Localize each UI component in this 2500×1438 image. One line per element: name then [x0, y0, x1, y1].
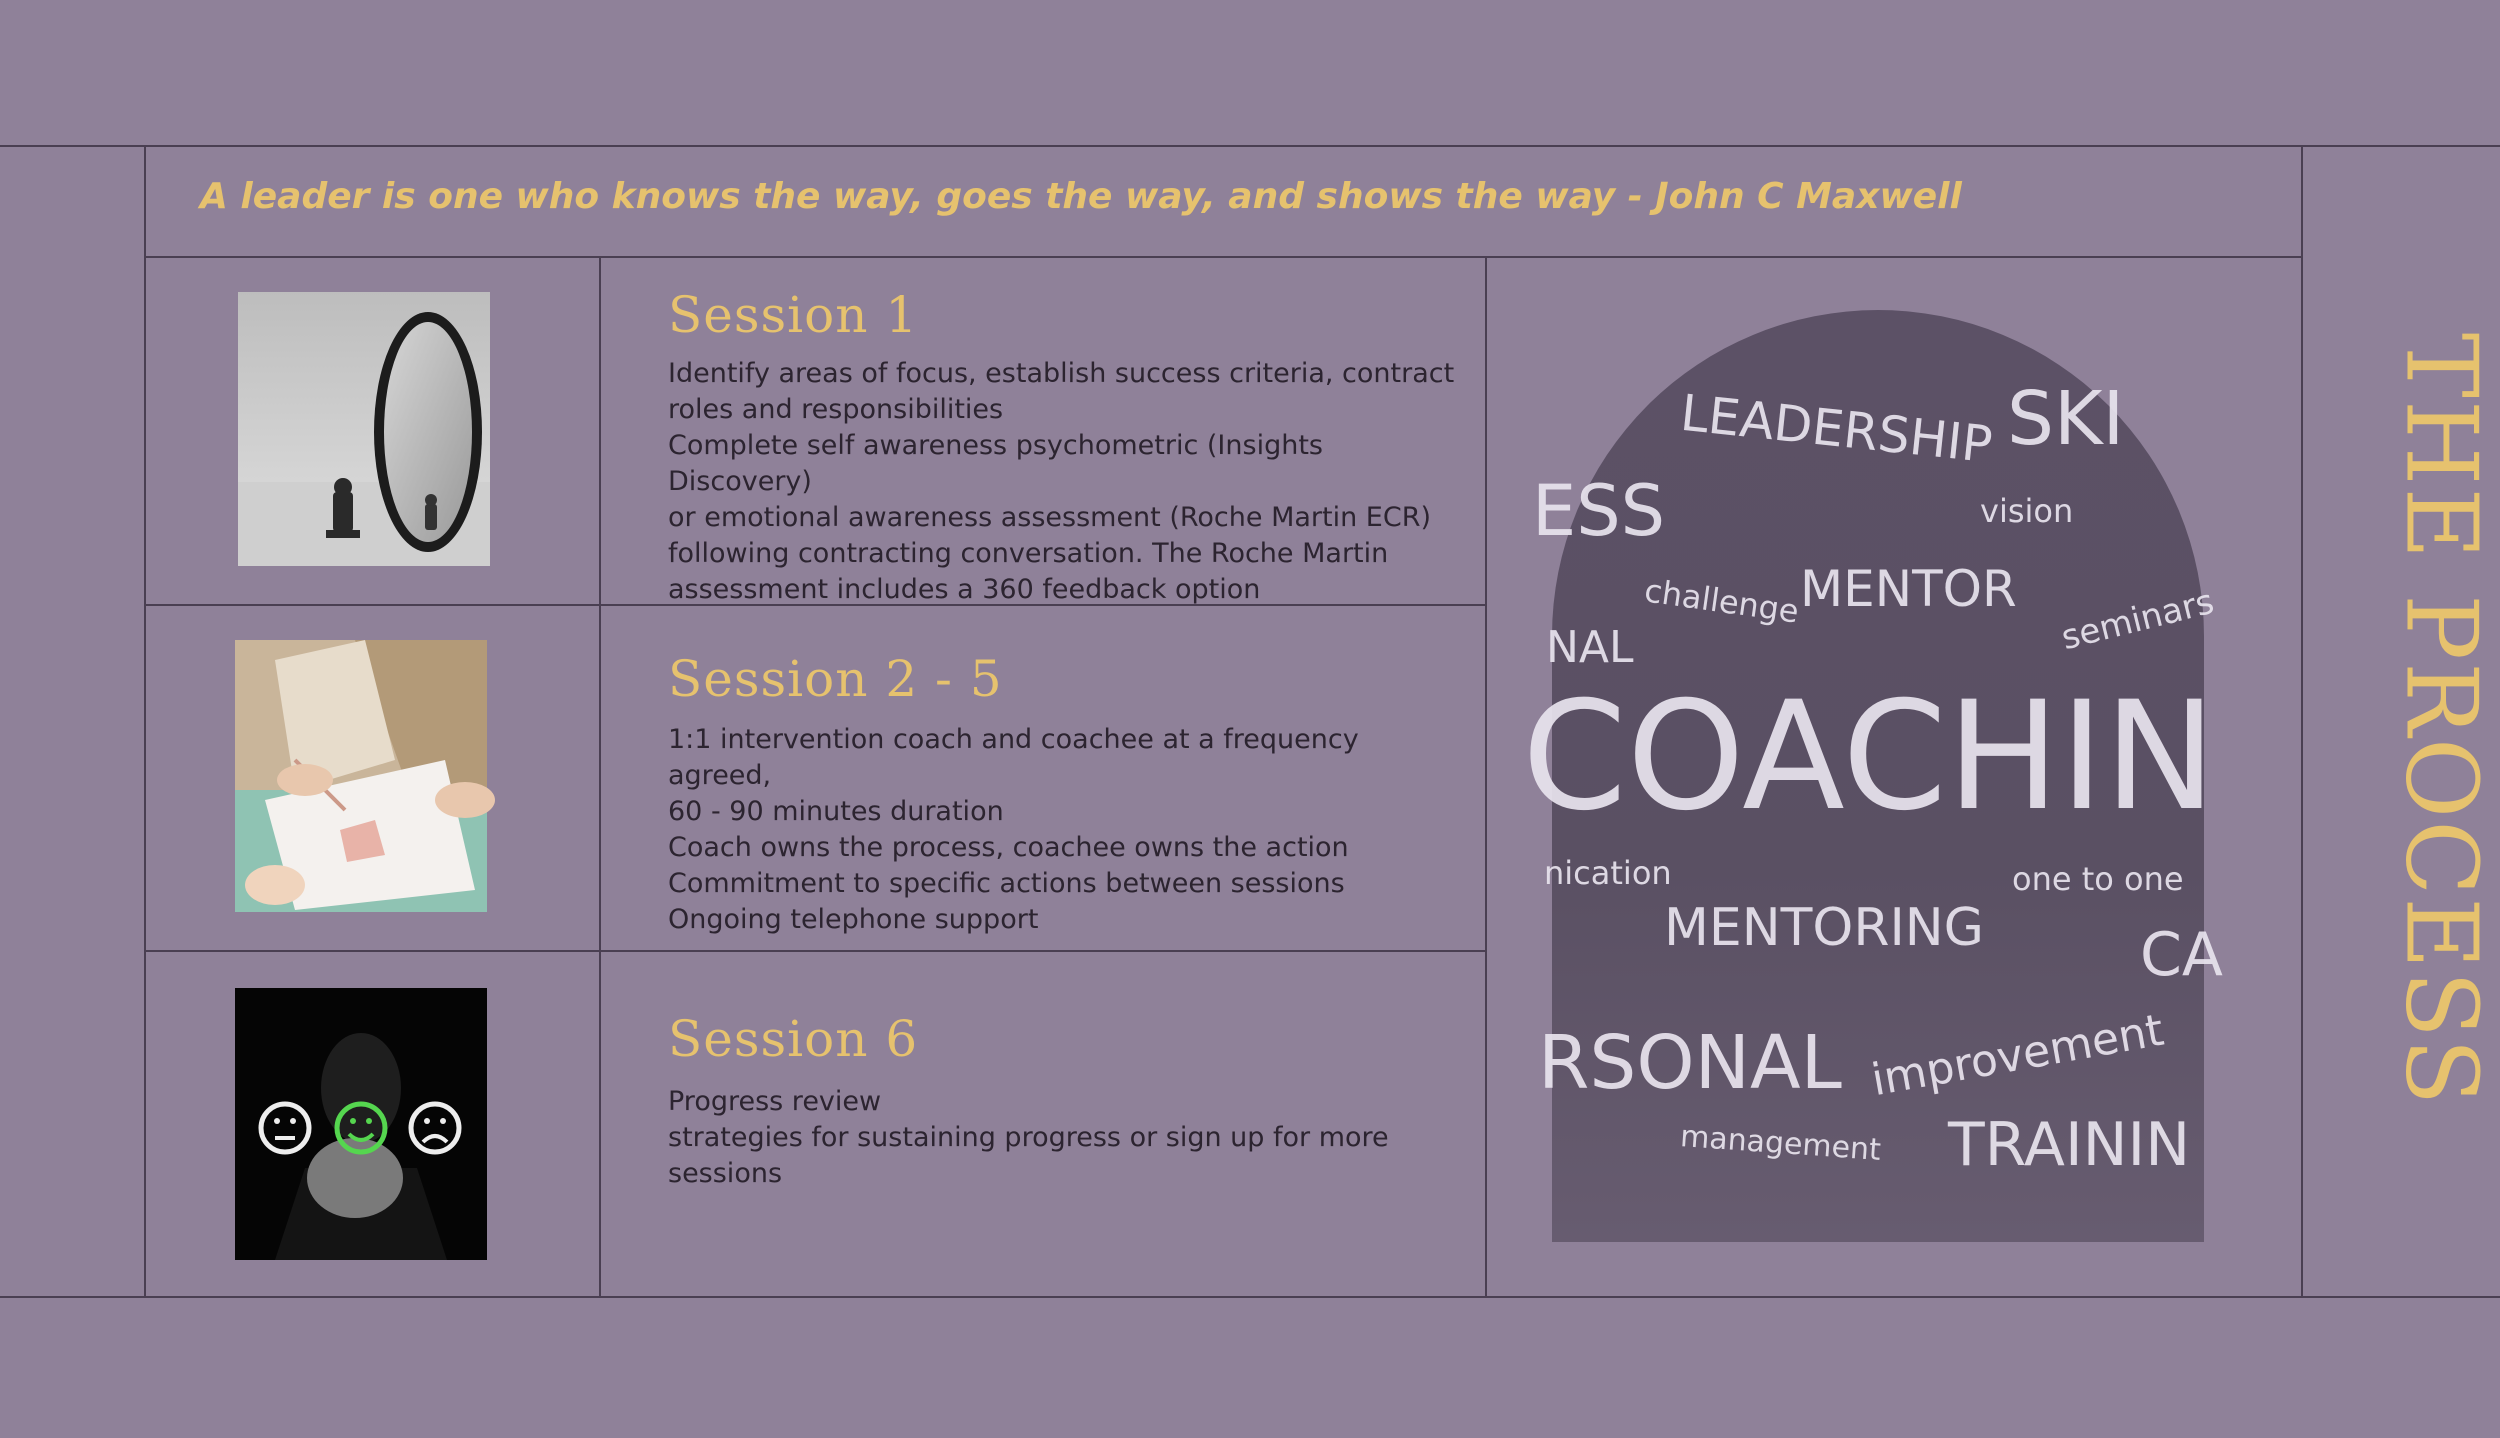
chalk-word: TRAININ: [1948, 1110, 2191, 1180]
chalk-word: LEADERSHIP: [1677, 383, 1995, 475]
session-2-line: 1:1 intervention coach and coachee at a frequency agreed,: [668, 724, 1359, 791]
session-1-line: Identify areas of focus, establish success criteria, contract: [668, 358, 1455, 389]
section-title-text: THE PROCESS: [2383, 332, 2498, 1108]
session-6-image: [235, 988, 487, 1260]
section-title: [2380, 332, 2500, 1108]
chalk-word: SKI: [2007, 376, 2125, 462]
chalk-word: seminars: [2057, 581, 2218, 659]
session-1-image: [238, 292, 490, 566]
chalk-word: vision: [1980, 492, 2074, 530]
chalk-word: COACHIN: [1522, 670, 2217, 844]
chalk-word: MENTOR: [1800, 560, 2017, 618]
session-2-line: Commitment to specific actions between sessions: [668, 868, 1345, 899]
chalk-word: ESS: [1532, 470, 1666, 552]
chalk-word: MENTORING: [1664, 898, 1984, 958]
right-column-rule: [2301, 145, 2303, 1297]
session-1-description: [668, 356, 1468, 608]
chalk-word: CA: [2140, 920, 2223, 990]
bottom-rule: [0, 1296, 2500, 1298]
top-rule: [0, 145, 2500, 147]
session-1-line: or emotional awareness assessment (Roche Martin ECR): [668, 502, 1432, 533]
row2-bottom-rule: [144, 950, 1486, 952]
chalk-word: management: [1679, 1119, 1882, 1168]
quote-bottom-rule: [144, 256, 2302, 258]
text-column-rule: [1485, 256, 1487, 1297]
session-2-description: [668, 722, 1468, 938]
image-column-rule: [599, 256, 601, 1297]
chalk-word: NAL: [1546, 622, 1634, 673]
session-1-line: Complete self awareness psychometric (Insights Discovery): [668, 430, 1323, 497]
session-2-title: Session 2 - 5: [668, 650, 1003, 708]
leadership-quote: A leader is one who knows the way, goes the way, and shows the way - John C Maxwell: [200, 176, 1962, 217]
chalk-word: one to one: [2012, 860, 2184, 898]
chalk-word: improvement: [1867, 1004, 2168, 1107]
session-6-line: strategies for sustaining progress or sign up for more: [668, 1122, 1389, 1153]
session-1-line: roles and responsibilities: [668, 394, 1004, 425]
session-6-description: [668, 1084, 1468, 1192]
session-1-title: Session 1: [668, 286, 919, 344]
session-6-line: Progress review: [668, 1086, 882, 1117]
session-2-line: Coach owns the process, coachee owns the action: [668, 832, 1349, 863]
session-6-line: sessions: [668, 1158, 783, 1189]
chalk-word: nication: [1544, 854, 1672, 892]
session-1-line: following contracting conversation. The Roche Martin: [668, 538, 1389, 569]
left-column-rule: [144, 145, 146, 1297]
session-2-image: [235, 640, 487, 912]
coaching-chalkboard-image: [1522, 310, 2223, 1242]
session-2-line: 60 - 90 minutes duration: [668, 796, 1004, 827]
session-1-line: assessment includes a 360 feedback option: [668, 574, 1261, 605]
session-6-title: Session 6: [668, 1010, 919, 1068]
session-2-line: Ongoing telephone support: [668, 904, 1039, 935]
chalk-word: challenge: [1642, 571, 1802, 631]
chalk-word: RSONAL: [1538, 1020, 1842, 1106]
